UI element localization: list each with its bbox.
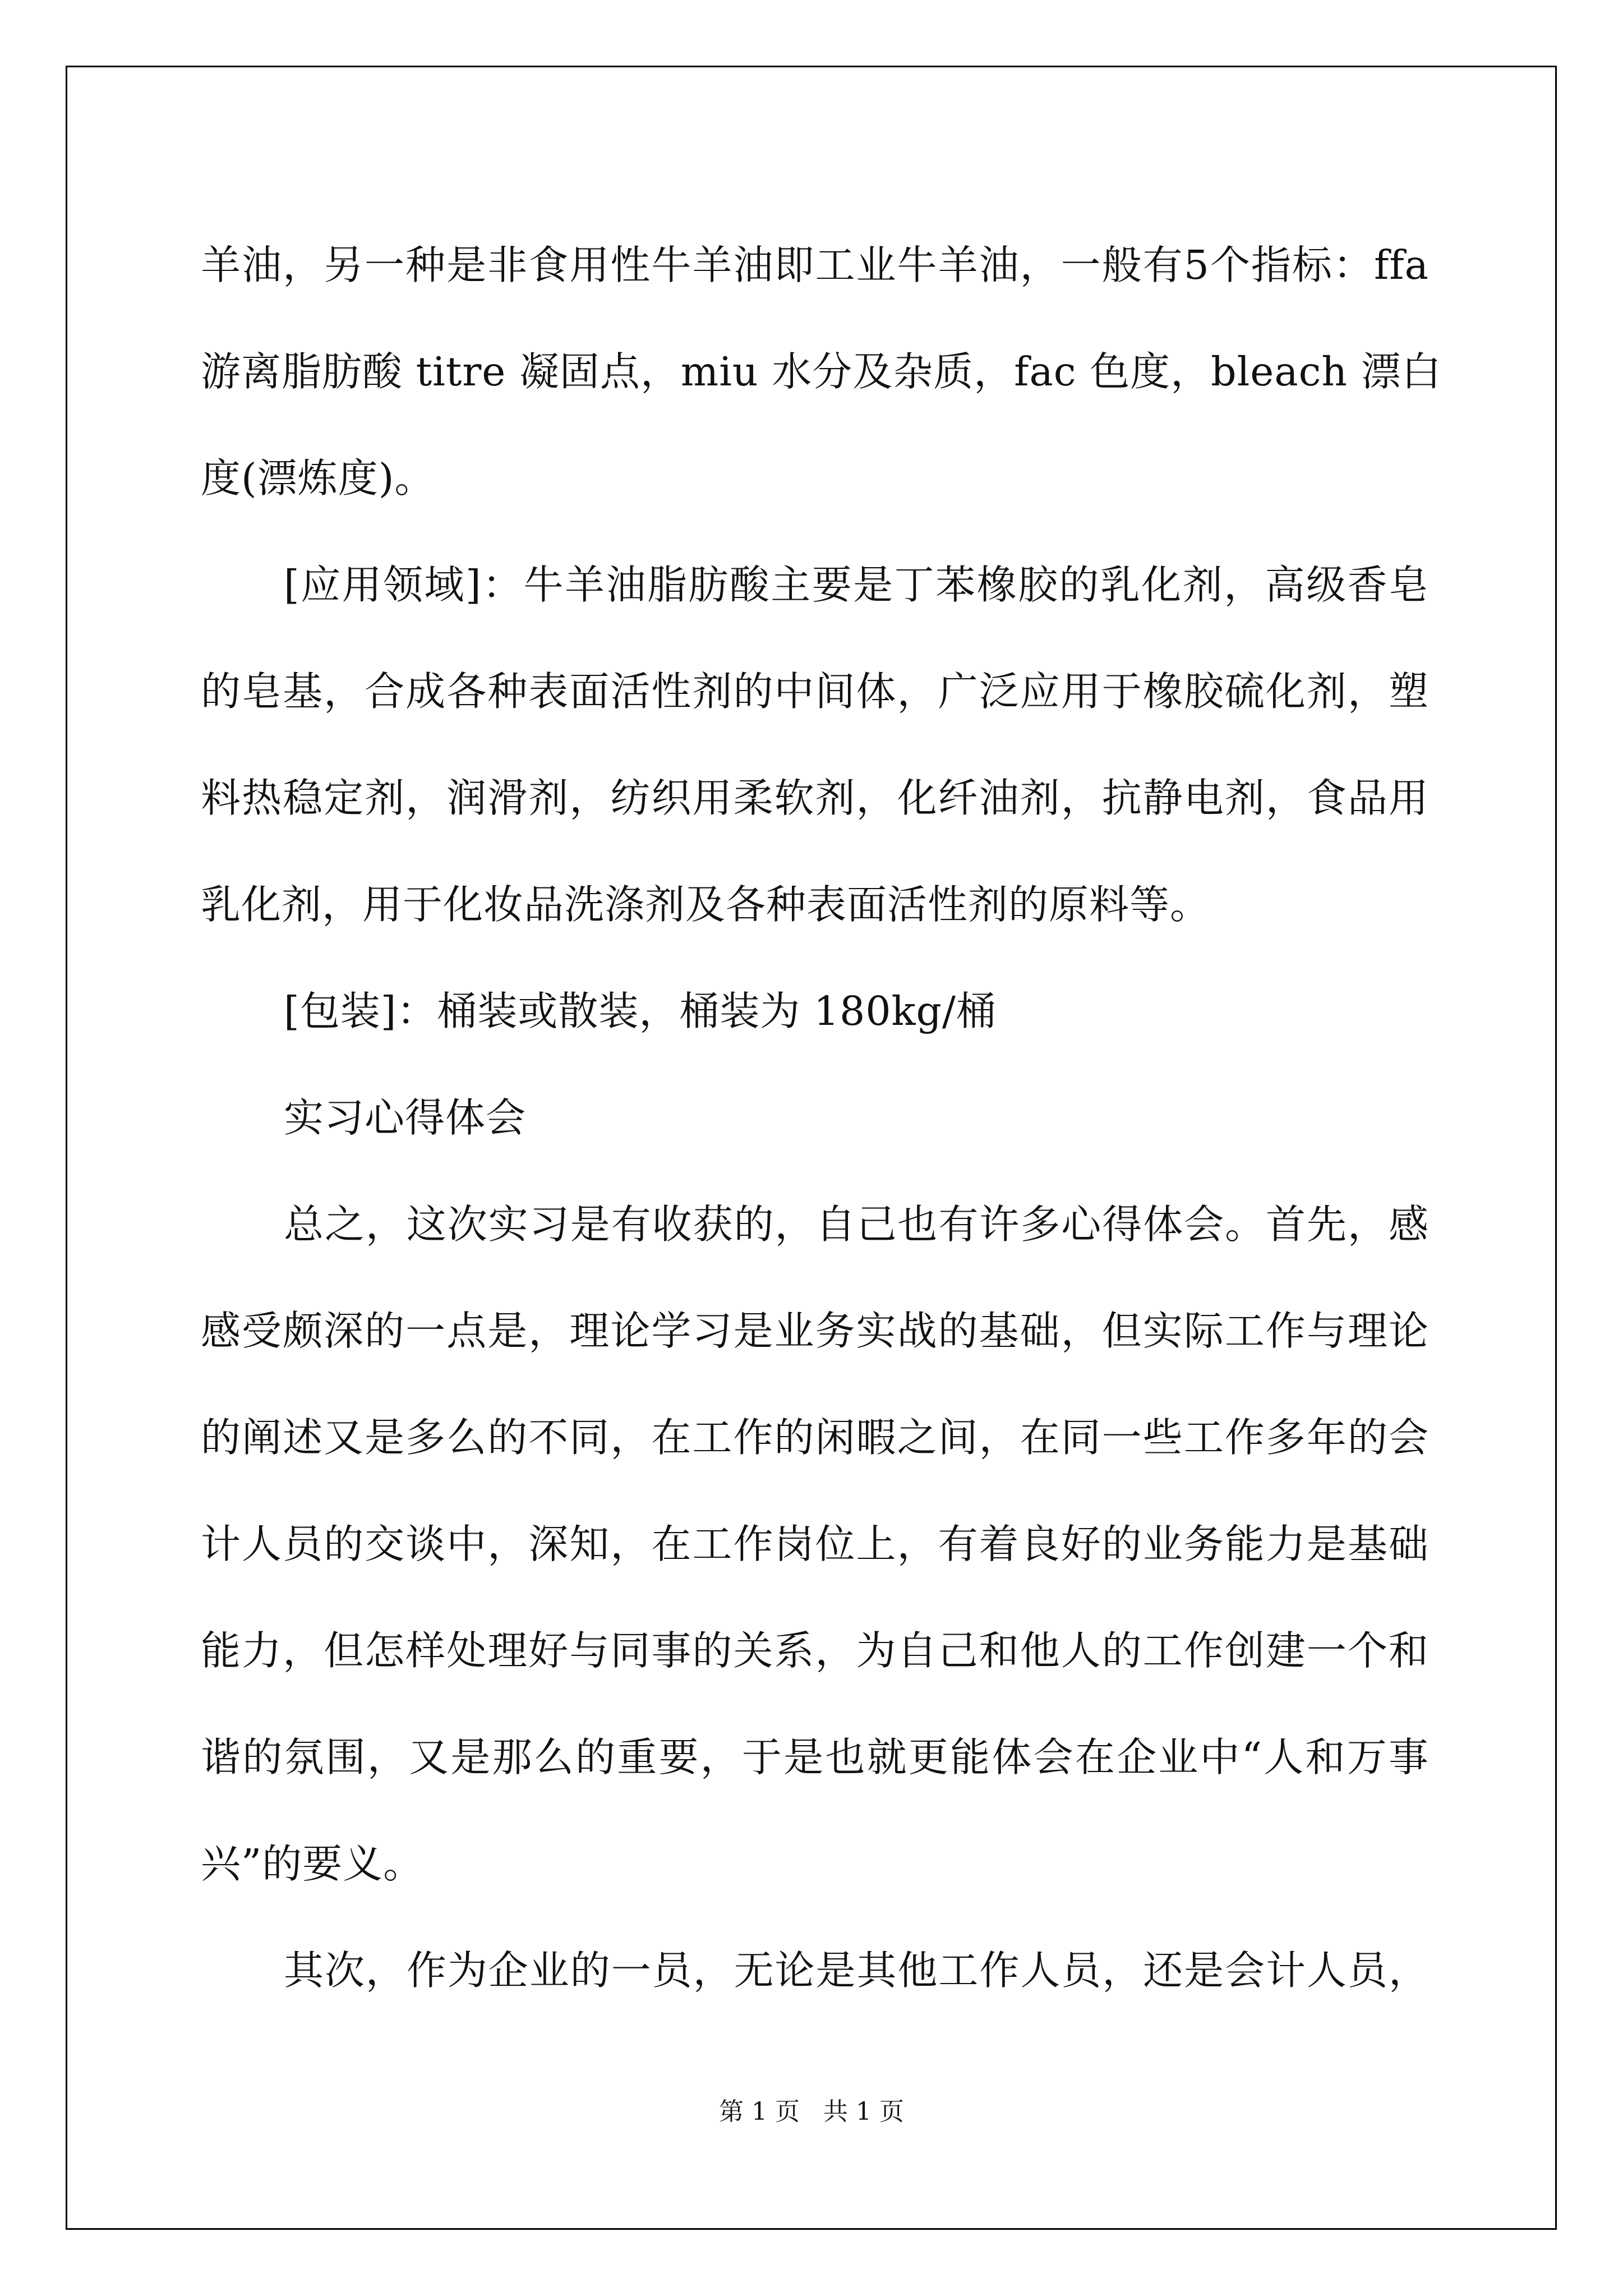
text-line: 感受颇深的一点是，理论学习是业务实战的基础，但实际工作与理论	[201, 1308, 1429, 1354]
text-line: 料热稳定剂，润滑剂，纺织用柔软剂，化纤油剂，抗静电剂，食品用	[201, 775, 1429, 821]
text-line: 游离脂肪酸 titre 凝固点，miu 水分及杂质，fac 色度，bleach 漂白	[201, 348, 1442, 395]
text-line: 谐的氛围，又是那么的重要，于是也就更能体会在企业中“人和万事	[201, 1734, 1429, 1780]
text-line: 度(漂炼度)。	[201, 455, 435, 501]
text-line: 计人员的交谈中，深知，在工作岗位上，有着良好的业务能力是基础	[201, 1521, 1429, 1567]
text-line: 总之，这次实习是有收获的，自己也有许多心得体会。首先，感	[284, 1201, 1429, 1248]
text-line: 能力，但怎样处理好与同事的关系，为自己和他人的工作创建一个和	[201, 1627, 1429, 1674]
text-line: 的皂基，合成各种表面活性剂的中间体，广泛应用于橡胶硫化剂，塑	[201, 668, 1429, 715]
text-line: 其次，作为企业的一员，无论是其他工作人员，还是会计人员，	[284, 1947, 1429, 1994]
text-line: 的阐述又是多么的不同，在工作的闲暇之间，在同一些工作多年的会	[201, 1414, 1429, 1461]
text-line: 乳化剂，用于化妆品洗涤剂及各种表面活性剂的原料等。	[201, 881, 1211, 928]
text-line: 兴”的要义。	[201, 1841, 424, 1887]
text-line: [包装]：桶装或散装，桶装为 180kg/桶	[284, 988, 997, 1034]
text-line: 羊油，另一种是非食用性牛羊油即工业牛羊油，一般有5个指标：ffa	[201, 242, 1429, 288]
text-line: [应用领域]：牛羊油脂肪酸主要是丁苯橡胶的乳化剂，高级香皂	[284, 562, 1429, 608]
document-body	[201, 212, 1442, 2024]
page-footer: 第 1 页 共 1 页	[719, 2097, 904, 2126]
section-heading: 实习心得体会	[284, 1094, 527, 1141]
